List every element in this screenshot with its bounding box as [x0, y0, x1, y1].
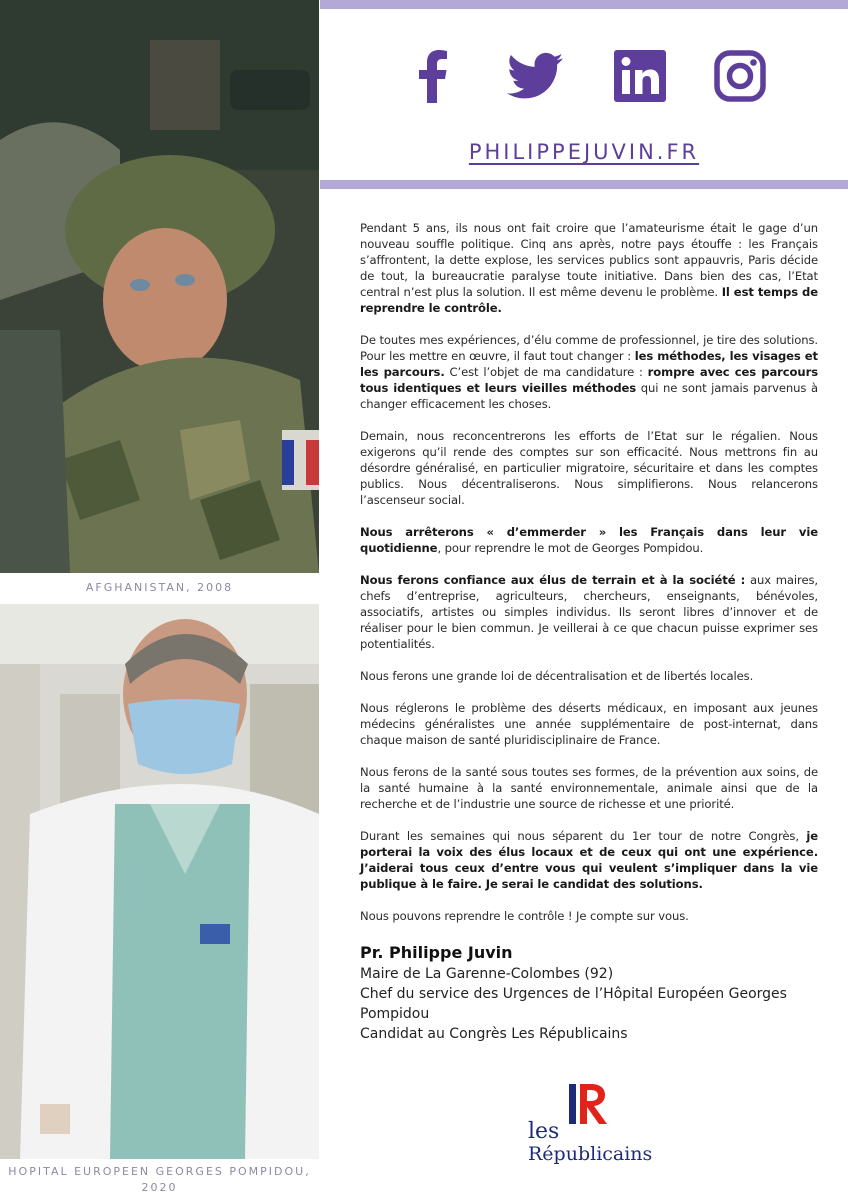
signature-name: Pr. Philippe Juvin: [360, 943, 513, 962]
doctor-photo: [0, 604, 319, 1159]
top-accent-bar: [320, 0, 848, 9]
soldier-photo: [0, 0, 319, 573]
instagram-icon[interactable]: [712, 48, 768, 104]
signature-title-2: Chef du service des Urgences de l’Hôpital Européen Georges Pompidou: [360, 986, 787, 1022]
soldier-photo-caption: AFGHANISTAN, 2008: [85, 581, 234, 594]
paragraph-10: Nous pouvons reprendre le contrôle ! Je compte sur vous.: [360, 909, 689, 923]
social-links: [405, 48, 775, 104]
logo-text-republicains: Républicains: [528, 1143, 653, 1165]
paragraph-9: Durant les semaines qui nous séparent du 1er tour de notre Congrès, je porterai la voix des élus locaux et de ceux qui ont une expérience. J’aiderai tous ceux d’entre vous qui veulent s’impliquer dans la vie publique à le faire. Je serai le candidat des solutions.: [360, 829, 818, 891]
linkedin-icon[interactable]: [612, 48, 668, 104]
paragraph-4: Nous arrêterons « d’emmerder » les Français dans leur vie quotidienne, pour reprendre le mot de Georges Pompidou.: [360, 525, 818, 555]
logo-text-les: les: [528, 1119, 560, 1144]
paragraph-2: De toutes mes expériences, d’élu comme de professionnel, je tire des solutions. Pour les mettre en œuvre, il faut tout changer : les méthodes, les visages et les parcours. C’est l’objet de ma candidature : rompre avec ces parcours tous identiques et leurs vieilles méthodes qui ne sont jamais parvenus à changer efficacement les choses.: [360, 333, 818, 411]
facebook-icon[interactable]: [405, 48, 461, 104]
paragraph-5: Nous ferons confiance aux élus de terrain et à la société : aux maires, chefs d’entreprise, agriculteurs, chercheurs, enseignants, bénévoles, associatifs, artistes ou simples individus. Ils seront libres d’innover et de réaliser pour le bien commun. Je veillerai à ce que chacun puisse exprimer ses potentialités.: [360, 573, 819, 651]
les-republicains-logo: [525, 1080, 655, 1170]
paragraph-7: Nous réglerons le problème des déserts médicaux, en imposant aux jeunes médecins généralistes une année supplémentaire de post-internat, dans chaque maison de santé pluridisciplinaire de France.: [360, 701, 818, 747]
paragraph-1: Pendant 5 ans, ils nous ont fait croire que l’amateurisme était le gage d’un nouveau souffle politique. Cinq ans après, notre pays étouffe : les Français s’affrontent, la dette explose, les services publics sont appauvris, Paris décide de tout, la bureaucratie paralyse toute initiative. Dans bien des cas, l’Etat central n’est plus la solution. Il est même devenu le problème. Il est temps de reprendre le contrôle.: [360, 221, 818, 315]
doctor-caption-line2: 2020: [141, 1181, 178, 1194]
letter-body: [360, 220, 818, 940]
signature-title-3: Candidat au Congrès Les Républicains: [360, 1026, 628, 1042]
paragraph-6: Nous ferons une grande loi de décentralisation et de libertés locales.: [360, 669, 754, 683]
doctor-photo-caption: [0, 1164, 319, 1196]
twitter-icon[interactable]: [507, 48, 563, 104]
paragraph-8: Nous ferons de la santé sous toutes ses formes, de la prévention aux soins, de la santé humaine à la santé environnementale, animale ainsi que de la recherche et de l’industrie une source de richesse et une priorité.: [360, 765, 818, 811]
paragraph-3: Demain, nous reconcentrerons les efforts de l’Etat sur le régalien. Nous exigerons qu’il rende des comptes sur son efficacité. Nous mettrons fin au désordre généralisé, en particulier migratoire, sécuritaire et dans les comptes publics. Nous décentraliserons. Nous simplifierons. Nous relancerons l’ascenseur social.: [360, 429, 818, 507]
website-link[interactable]: PHILIPPEJUVIN.FR: [468, 140, 700, 164]
divider-bar: [320, 180, 848, 189]
signature-block: [360, 942, 820, 1044]
signature-title-1: Maire de La Garenne-Colombes (92): [360, 966, 614, 982]
doctor-caption-line1: HOPITAL EUROPEEN GEORGES POMPIDOU,: [8, 1165, 311, 1178]
